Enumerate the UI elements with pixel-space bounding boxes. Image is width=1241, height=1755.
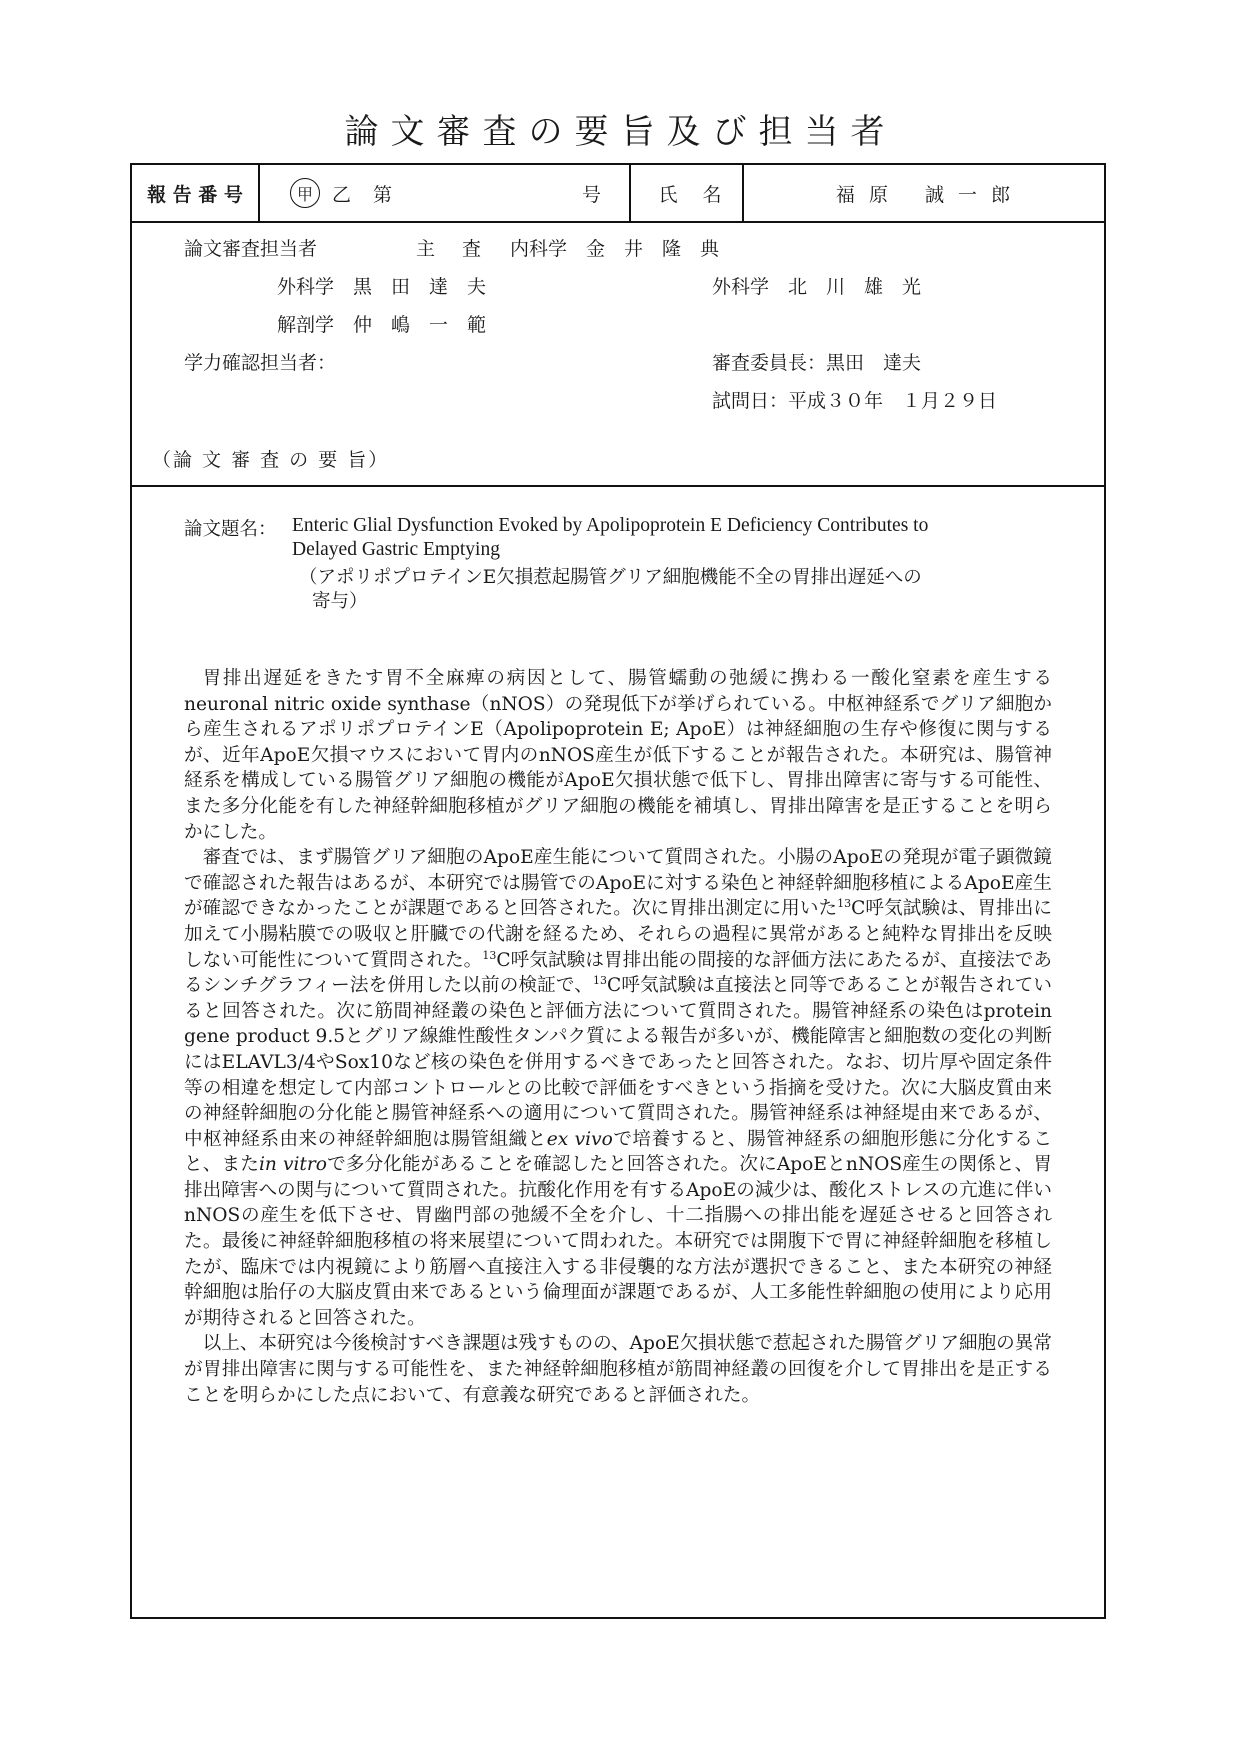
summary-paragraph-1: 胃排出遅延をきたす胃不全麻痺の病因として、腸管蠕動の弛緩に携わる一酸化窒素を産生するneuronal nitric oxide synthase（nNOS）の発現低下が挙げられている。中枢神経系でグリア細胞から産生されるアポリポプロテインE（Apolipoprotein E; ApoE）は神経細胞の生存や修復に関与するが、近年ApoE欠損マウスにおいて胃内のnNOS産生が低下することが報告された。本研究は、腸管神経系を構成している腸管グリア細胞の機能がApoE欠損状態で低下し、胃排出障害に寄与する可能性、また多分化能を有した神経幹細胞移植がグリア細胞の機能を補填し、胃排出障害を是正することを明らかにした。	[184, 668, 1052, 843]
reviewers-label: 論文審査担当者	[184, 238, 318, 260]
thesis-title-en-line2: Delayed Gastric Emptying	[292, 539, 500, 560]
chief-role: 主 査	[416, 238, 486, 260]
reviewer-nakashima: 解剖学 仲 嶋 一 範	[277, 314, 487, 336]
summary-paragraph-3: 以上、本研究は今後検討すべき課題は残すものの、ApoE欠損状態で惹起された腸管グリア細胞の異常が胃排出障害に関与する可能性を、また神経幹細胞移植が筋間神経叢の回復を介して胃排出を是正することを明らかにした点において、有意義な研究であると評価された。	[184, 1333, 1052, 1406]
otsu-label: 乙	[332, 183, 352, 206]
chief-reviewer: 内科学 金 井 隆 典	[510, 238, 720, 260]
kou-circled-mark: 甲	[290, 165, 320, 221]
reviewer-kitagawa: 外科学 北 川 雄 光	[712, 276, 922, 298]
dai-label: 第	[373, 183, 393, 206]
name-label: 氏 名	[658, 183, 722, 206]
thesis-title-en-line1: Enteric Glial Dysfunction Evoked by Apolipoprotein E Deficiency Contributes to	[292, 515, 929, 536]
summary-body	[184, 666, 1052, 1408]
report-header-row	[132, 165, 1104, 223]
document-title: 論文審査の要旨及び担当者	[344, 112, 897, 152]
gou-label: 号	[582, 183, 602, 206]
exam-date: 試問日：平成３０年 １月２９日	[712, 390, 998, 412]
ability-confirm-label: 学力確認担当者：	[184, 352, 337, 374]
reviewer-kuroda: 外科学 黒 田 達 夫	[277, 276, 487, 298]
thesis-title-ja-line2: 寄与）	[312, 591, 368, 612]
committee-chair: 審査委員長：黒田 達夫	[712, 352, 922, 374]
review-form	[130, 163, 1106, 1619]
summary-paragraph-2: 審査では、まず腸管グリア細胞のApoE産生能について質問された。小腸のApoEの発現が電子顕微鏡で確認された報告はあるが、本研究では腸管でのApoEに対する染色と神経幹細胞移植によるApoE産生が確認できなかったことが課題であると回答された。次に胃排出測定に用いた$^{13}$C呼気試験は、胃排出に加えて小腸粘膜での吸収と肝臓での代謝を経るため、それらの過程に異常があると純粋な胃排出を反映しない可能性について質問された。$^{13}$C呼気試験は胃排出能の間接的な評価方法にあたるが、直接法であるシンチグラフィー法を併用した以前の検証で、$^{13}$C呼気試験は直接法と同等であることが報告されていると回答された。次に筋間神経叢の染色と評価方法について質問された。腸管神経系の染色はprotein gene product 9.5とグリア線維性酸性タンパク質による報告が多いが、機能障害と細胞数の変化の判断にはELAVL3/4やSox10など核の染色を併用するべきであったと回答された。なお、切片厚や固定条件等の相違を想定して内部コントロールとの比較で評価をすべきという指摘を受けた。次に大脳皮質由来の神経幹細胞の分化能と腸管神経系への適用について質問された。腸管神経系は神経堤由来であるが、中枢神経系由来の神経幹細胞は腸管組織とex vivoで培養すると、腸管神経系の細胞形態に分化すること、またin vitroで多分化能があることを確認したと回答された。次にApoEとnNOS産生の関係と、胃排出障害への関与について質問された。抗酸化作用を有するApoEの減少は、酸化ストレスの亢進に伴いnNOSの産生を低下させ、胃幽門部の弛緩不全を介し、十二指腸への排出能を遅延させると回答された。最後に神経幹細胞移植の将来展望について問われた。本研究では開腹下で胃に神経幹細胞を移植したが、臨床では内視鏡により筋層へ直接注入する非侵襲的な方法が選択できること、また本研究の神経幹細胞は胎仔の大脳皮質由来であるという倫理面が課題であるが、人工多能性幹細胞の使用により応用が期待されると回答された。	[184, 847, 1052, 1329]
summary-heading: （論 文 審 査 の 要 旨）	[152, 449, 390, 471]
thesis-title-label: 論文題名：	[184, 519, 277, 540]
report-number-label: 報 告 番 号	[147, 183, 243, 206]
candidate-name: 福 原 誠 一 郎	[835, 183, 1015, 206]
thesis-title-ja-line1: （アポリポプロテインE欠損惹起腸管グリア細胞機能不全の胃排出遅延への	[299, 567, 922, 588]
